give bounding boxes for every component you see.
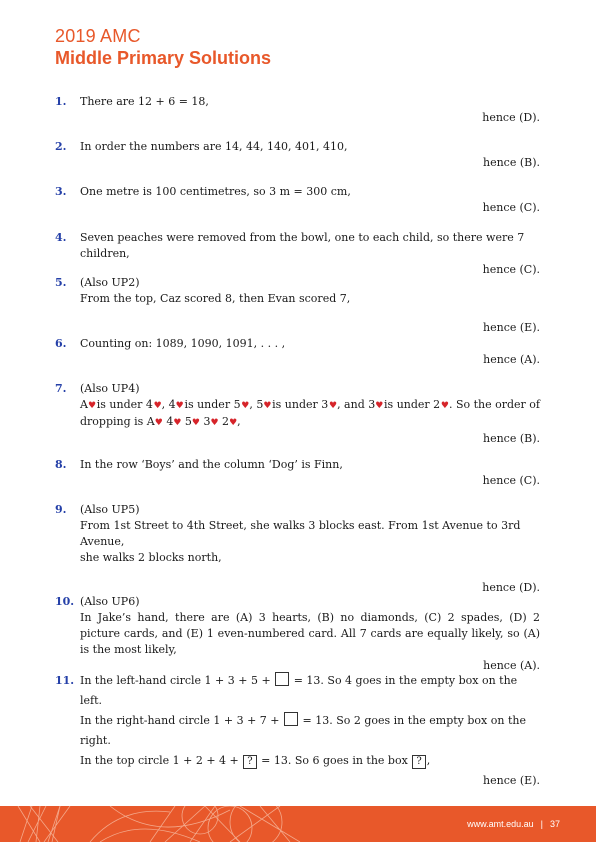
solution-text: In order the numbers are 14, 44, 140, 401, 410, [80,140,348,153]
solution-1 [55,94,540,126]
heart-icon: ♥ [175,401,184,411]
page-title: Middle Primary Solutions [55,48,272,68]
solution-11 [55,671,540,789]
solution-6 [55,336,540,368]
question-box: ? [412,755,425,769]
heart-icon: ♥ [440,401,449,411]
footer-decoration [0,806,320,842]
solution-answer: hence (B). [482,432,540,445]
solution-text: Seven peaches were removed from the bowl, one to each child, so there were 7 children, [80,231,525,260]
solution-7 [55,381,540,447]
solution-answer: hence (C). [482,263,540,276]
solution-tag: (Also UP5) [80,503,140,516]
heart-icon: ♥ [173,418,182,428]
footer-url[interactable]: www.amt.edu.au [467,819,534,829]
heart-icon: ♥ [229,418,238,428]
solution-answer: hence (C). [482,474,540,487]
solution-number: 11. [55,674,75,687]
solution-2 [55,139,540,171]
solution-text-line-2: she walks 2 blocks north, [80,551,222,564]
solution-text: In the row ‘Boys’ and the column ‘Dog’ is Finn, [80,458,343,471]
heart-icon: ♥ [87,401,97,411]
heart-icon: ♥ [375,401,384,411]
solution-tag: (Also UP2) [80,276,140,289]
solution-number: 4. [55,231,67,244]
solution-answer: hence (A). [483,353,540,366]
solution-text-line-1: A♥ is under 4 ♥, 4♥ is under 5 ♥, 5♥ is under 3 ♥, and 3♥ is under 2 ♥. So the order of [80,398,540,411]
solution-tag: (Also UP4) [80,382,140,395]
heart-icon: ♥ [263,401,272,411]
solution-text: One metre is 100 centimetres, so 3 m = 300 cm, [80,185,351,198]
solution-number: 2. [55,140,67,153]
solution-text: Counting on: 1089, 1090, 1091, . . . , [80,337,286,350]
solution-answer: hence (A). [483,659,540,672]
solution-number: 3. [55,185,67,198]
solution-answer: hence (D). [482,581,540,594]
empty-box [284,712,298,726]
solution-answer: hence (D). [482,111,540,124]
heart-icon: ♥ [210,418,219,428]
solution-text: In Jake’s hand, there are (A) 3 hearts, (B) no diamonds, (C) 2 spades, (D) 2 picture cards, and (E) 1 even-numbered card. All 7 cards are equally likely, so (A) is the most likely, [80,611,540,656]
solution-line-right-circle: In the right-hand circle 1 + 3 + 7 + = 13. So 2 goes in the empty box on the right. [80,714,526,747]
solution-number: 7. [55,382,67,395]
solution-answer: hence (B). [482,156,540,169]
heart-icon: ♥ [241,401,250,411]
solution-number: 9. [55,503,67,516]
solution-number: 5. [55,276,67,289]
solution-10 [55,594,540,674]
competition-year: 2019 AMC [55,26,141,46]
footer-separator: | [540,819,543,829]
footer-text [467,819,560,829]
question-box: ? [243,755,256,769]
solution-text: There are 12 + 6 = 18, [80,95,209,108]
solution-line-top-circle: In the top circle 1 + 2 + 4 + ? = 13. So 6 goes in the box ? , [80,754,431,767]
solution-answer: hence (E). [483,321,540,334]
solution-text-line-2: dropping is A♥ 4♥ 5♥ 3♥ 2♥, [80,415,241,428]
solution-answer: hence (C). [482,201,540,214]
solution-3 [55,184,540,216]
heart-icon: ♥ [328,401,338,411]
solution-4 [55,230,540,278]
page-number: 37 [549,819,560,829]
solution-line-left-circle: In the left-hand circle 1 + 3 + 5 + = 13. So 4 goes in the empty box on the left. [80,674,518,707]
solution-number: 10. [55,595,75,608]
solution-8 [55,457,540,489]
heart-icon: ♥ [153,401,162,411]
solution-answer: hence (E). [483,774,540,787]
solution-9 [55,502,540,596]
page-footer [0,806,596,842]
solution-number: 6. [55,337,67,350]
solution-text: From the top, Caz scored 8, then Evan scored 7, [80,292,351,305]
heart-icon: ♥ [154,418,163,428]
solution-5 [55,275,540,336]
solution-text-line-1: From 1st Street to 4th Street, she walks 3 blocks east. From 1st Avenue to 3rd Avenue, [80,519,521,548]
solution-tag: (Also UP6) [80,595,140,608]
solution-number: 1. [55,95,67,108]
empty-box [275,672,289,686]
solution-number: 8. [55,458,67,471]
heart-icon: ♥ [191,418,200,428]
